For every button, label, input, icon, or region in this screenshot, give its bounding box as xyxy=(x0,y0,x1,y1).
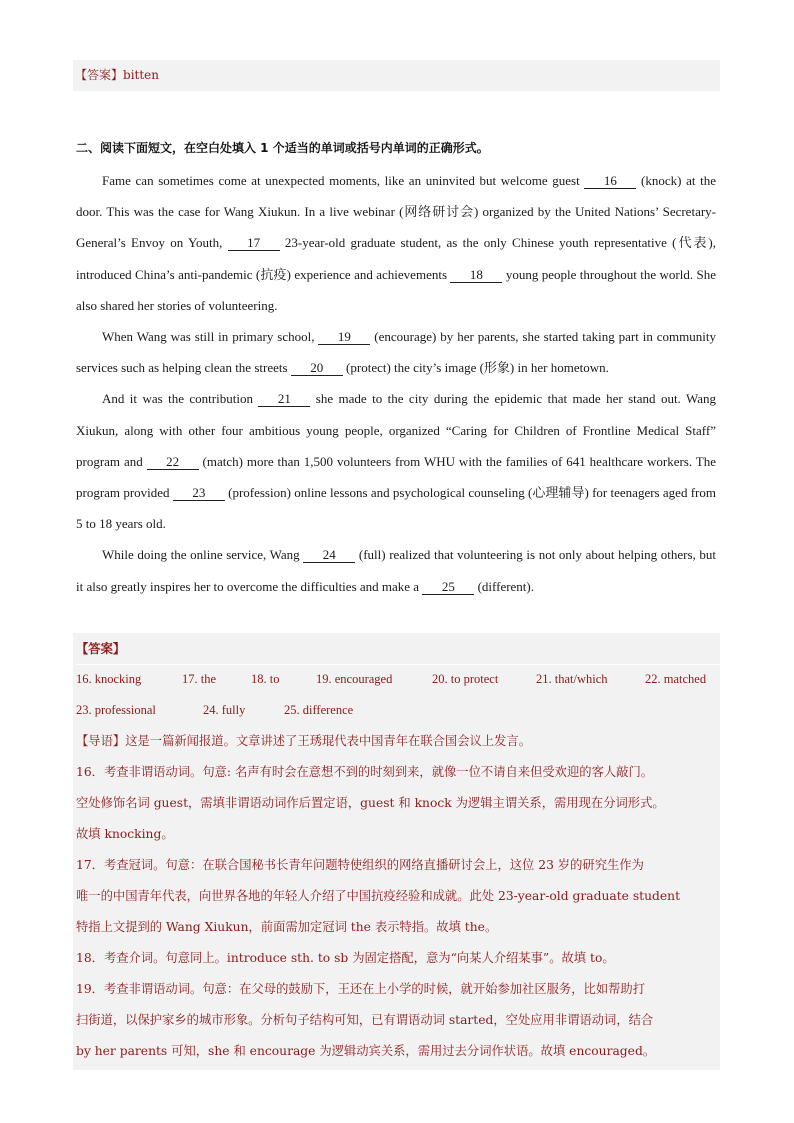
section-heading: 二、阅读下面短文，在空白处填入 1 个适当的单词或括号内单词的正确形式。 xyxy=(76,141,489,155)
explanation-line: 18．考查介词。句意同上。introduce sth. to sb 为固定搭配，意为“向某人介绍某事”。故填 to。 xyxy=(76,951,615,965)
passage-text: 23-year-old graduate student, as the only Chinese youth representative (代表), introduced China’s anti-pandemic (抗疫) experience and achievements xyxy=(76,235,717,282)
answer-item: 18. to xyxy=(251,672,280,686)
passage-paragraph-4 xyxy=(76,539,716,601)
passage-paragraph-1 xyxy=(76,165,716,321)
explanation-line: 故填 knocking。 xyxy=(76,827,174,841)
passage-text: (match) more than 1,500 volunteers from WHU with the families of 641 healthcare workers. The program provided xyxy=(76,453,717,501)
passage-paragraph-3 xyxy=(76,383,716,539)
passage-text: (encourage) by her parents, she started taking part in community services such as helping clean the streets xyxy=(76,329,716,376)
passage-paragraph-2 xyxy=(76,321,716,383)
blank-16[interactable]: 16 xyxy=(584,174,636,189)
answer-item: 21. that/which xyxy=(536,672,608,686)
answer-item: 19. encouraged xyxy=(316,672,393,686)
blank-21[interactable]: 21 xyxy=(258,392,310,407)
explanation-line: 扫街道，以保护家乡的城市形象。分析句子结构可知，已有谓语动词 started，空处应用非谓语动词，结合 xyxy=(76,1013,654,1027)
explanation-line: 特指上文提到的 Wang Xiukun，前面需加定冠词 the 表示特指。故填 the。 xyxy=(76,920,498,934)
reading-passage xyxy=(76,165,716,602)
answer-value: bitten xyxy=(123,68,160,82)
passage-text: young people throughout the world. She also shared her stories of volunteering. xyxy=(76,266,717,313)
explanation-line: 唯一的中国青年代表，向世界各地的年轻人介绍了中国抗疫经验和成就。此处 23-year-old graduate student xyxy=(76,889,681,903)
answer-explanation-box xyxy=(73,633,720,1070)
passage-text: (full) realized that volunteering is not only about helping others, but it also greatly inspires her to overcome the difficulties and make a xyxy=(76,547,716,594)
blank-23[interactable]: 23 xyxy=(173,486,225,501)
explanation-line: 19．考查非谓语动词。句意：在父母的鼓励下，王还在上小学的时候，就开始参加社区服务，比如帮助打 xyxy=(76,982,646,996)
passage-text: (protect) the city’s image (形象) in her hometown. xyxy=(342,360,609,376)
answer-item: 22. matched xyxy=(645,672,707,686)
blank-19[interactable]: 19 xyxy=(318,330,370,345)
blank-25[interactable]: 25 xyxy=(422,580,474,595)
explanation-line: 【导语】这是一篇新闻报道。文章讲述了王琇琨代表中国青年在联合国会议上发言。 xyxy=(76,734,531,748)
answer-item: 25. difference xyxy=(284,703,354,717)
passage-text: While doing the online service, Wang xyxy=(102,547,304,563)
answer-item: 24. fully xyxy=(203,703,246,717)
blank-18[interactable]: 18 xyxy=(450,268,502,283)
answers-heading: 【答案】 xyxy=(76,633,720,665)
answer-item: 16. knocking xyxy=(76,672,142,686)
passage-text: Fame can sometimes come at unexpected moments, like an uninvited but welcome guest xyxy=(102,173,585,188)
passage-text: When Wang was still in primary school, xyxy=(102,329,319,345)
passage-text: (different). xyxy=(474,578,535,594)
blank-20[interactable]: 20 xyxy=(291,361,343,376)
blank-22[interactable]: 22 xyxy=(147,455,199,470)
passage-text: (knock) at the door. This was the case for Wang Xiukun. In a live webinar (网络研讨会) organized by the United Nations’ Secretary-General’s Envoy on Youth, xyxy=(76,173,716,251)
explanation-line: 17．考查冠词。句意：在联合国秘书长青年问题特使组织的网络直播研讨会上，这位 23 岁的研究生作为 xyxy=(76,858,644,872)
answer-tag: 【答案】 xyxy=(75,68,124,82)
answer-item: 23. professional xyxy=(76,703,156,717)
top-answer-box xyxy=(73,60,720,91)
answer-item: 20. to protect xyxy=(432,672,499,686)
blank-24[interactable]: 24 xyxy=(303,548,355,563)
blank-17[interactable]: 17 xyxy=(228,236,280,251)
passage-text: she made to the city during the epidemic that made her stand out. Wang Xiukun, along with other four ambitious young people, organized “Caring for Children of Frontline Medical Staff” program and xyxy=(76,391,716,469)
passage-text: (profession) online lessons and psychological counseling (心理辅导) for teenagers aged from 5 to 18 years old. xyxy=(76,485,716,532)
answer-item: 17. the xyxy=(182,672,217,686)
explanation-line: 16．考查非谓语动词。句意: 名声有时会在意想不到的时刻到来，就像一位不请自来但受欢迎的客人敲门。 xyxy=(76,765,654,779)
passage-text: And it was the contribution xyxy=(102,391,259,407)
explanation-line: by her parents 可知，she 和 encourage 为逻辑动宾关系，需用过去分词作状语。故填 encouraged。 xyxy=(76,1044,656,1058)
explanation-line: 空处修饰名词 guest，需填非谓语动词作后置定语，guest 和 knock 为逻辑主谓关系，需用现在分词形式。 xyxy=(76,796,665,810)
